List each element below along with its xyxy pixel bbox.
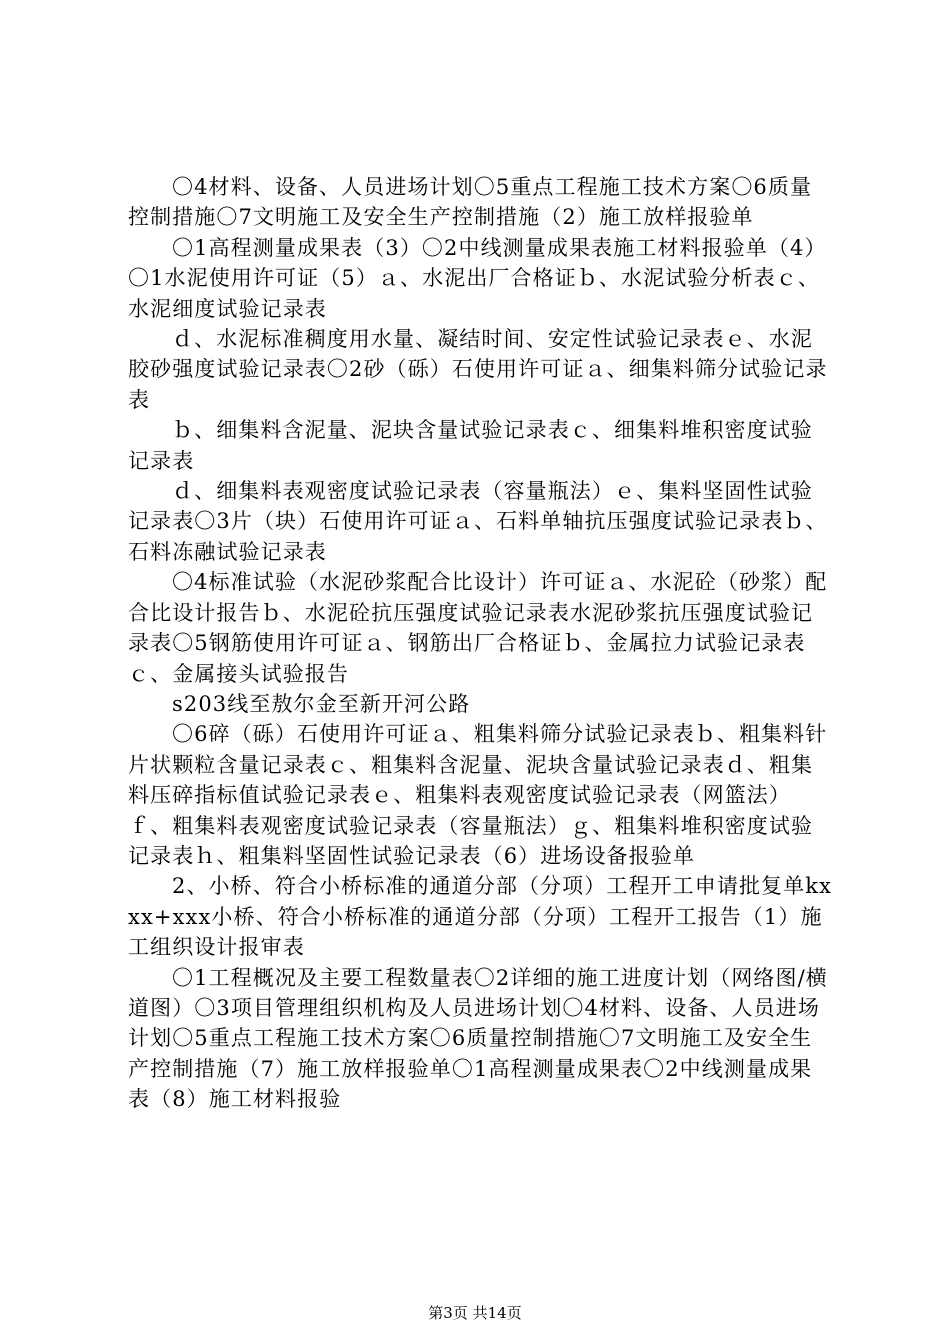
paragraph: 2、小桥、符合小桥标准的通道分部（分项）工程开工申请批复单kxxx+xxx小桥、符合小桥标准的通道分部（分项）工程开工报告（1）施工组织设计报审表 [128,874,833,960]
paragraph: ｂ、细集料含泥量、泥块含量试验记录表ｃ、细集料堆积密度试验记录表 [128,418,813,473]
paragraph: 〇6碎（砾）石使用许可证ａ、粗集料筛分试验记录表ｂ、粗集料针片状颗粒含量记录表ｃ、粗集料含泥量、泥块含量试验记录表ｄ、粗集料压碎指标值试验记录表ｅ、粗集料表观密度试验记录表（网篮法）ｆ、粗集料表观密度试验记录表（容量瓶法）ｇ、粗集料堆积密度试验记录表ｈ、粗集料坚固性试验记录表（6）进场设备报验单 [128,722,828,868]
paragraph: s203线至敖尔金至新开河公路 [172,691,471,716]
paragraph: 〇1工程概况及主要工程数量表〇2详细的施工进度计划（网络图/横道图）〇3项目管理组织机构及人员进场计划〇4材料、设备、人员进场计划〇5重点工程施工技术方案〇6质量控制措施〇7文明施工及安全生产控制措施（7）施工放样报验单〇1高程测量成果表〇2中线测量成果表（8）施工材料报验 [128,965,828,1112]
paragraph: ｄ、水泥标准稠度用水量、凝结时间、安定性试验记录表ｅ、水泥胶砂强度试验记录表〇2砂（砾）石使用许可证ａ、细集料筛分试验记录表 [128,327,828,412]
paragraph: ｄ、细集料表观密度试验记录表（容量瓶法）ｅ、集料坚固性试验记录表〇3片（块）石使用许可证ａ、石料单轴抗压强度试验记录表ｂ、石料冻融试验记录表 [128,479,828,564]
document-body [128,172,833,1115]
page-number-footer: 第3页 共14页 [428,1304,522,1322]
paragraph: 〇4材料、设备、人员进场计划〇5重点工程施工技术方案〇6质量控制措施〇7文明施工及安全生产控制措施（2）施工放样报验单 [128,175,813,230]
paragraph: 〇1高程测量成果表（3）〇2中线测量成果表施工材料报验单（4）〇1水泥使用许可证（5）ａ、水泥出厂合格证ｂ、水泥试验分析表ｃ、水泥细度试验记录表 [128,235,827,321]
paragraph: 〇4标准试验（水泥砂浆配合比设计）许可证ａ、水泥砼（砂浆）配合比设计报告ｂ、水泥砼抗压强度试验记录表水泥砂浆抗压强度试验记录表〇5钢筋使用许可证ａ、钢筋出厂合格证ｂ、金属拉力试验记录表ｃ、金属接头试验报告 [128,570,828,686]
